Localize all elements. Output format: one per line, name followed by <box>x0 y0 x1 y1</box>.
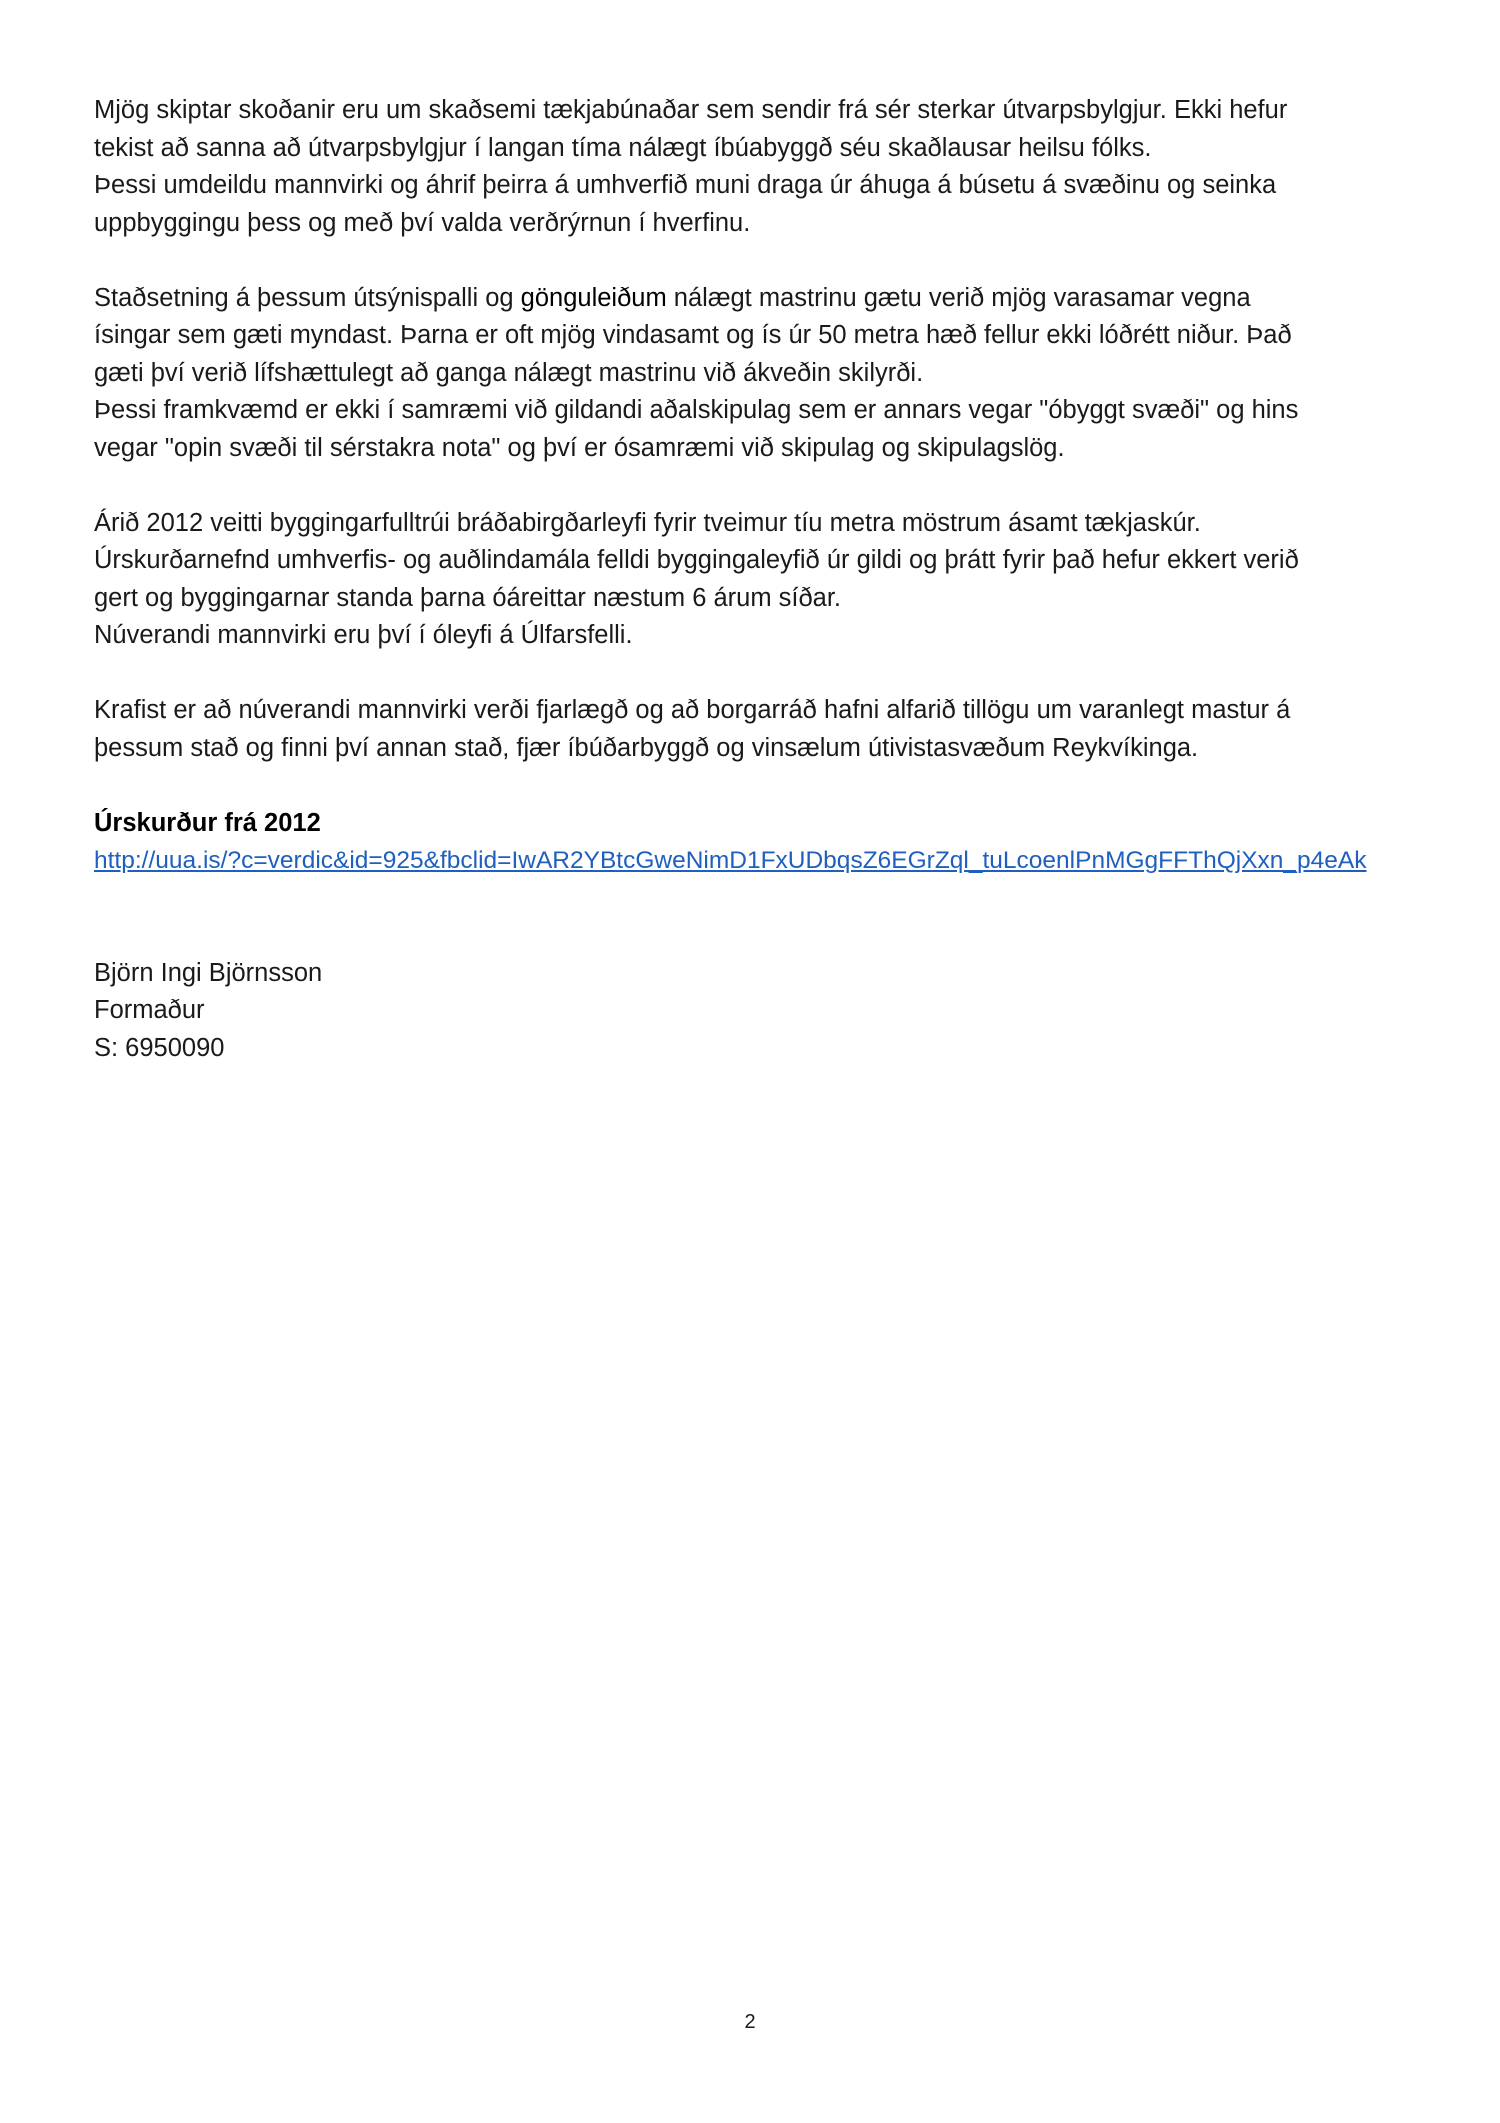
text-fragment: nálægt mastrinu gætu verið mjög varasamar vegna <box>666 283 1251 312</box>
text-line: ísingar sem gæti myndast. Þarna er oft mjög vindasamt og ís úr 50 metra hæð fellur ekki lóðrétt niður. Það <box>94 321 1292 349</box>
text-line: tekist að sanna að útvarpsbylgjur í langan tíma nálægt íbúabyggð séu skaðlausar heilsu fólks. <box>94 133 1152 162</box>
paragraph-location-safety <box>94 280 1424 468</box>
ruling-link[interactable]: http://uua.is/?c=verdic&id=925&fbclid=IwAR2YBtcGweNimD1FxUDbqsZ6EGrZql_tuLcoenlPnMGgFFThQjXxn_p4eAk <box>94 847 1367 874</box>
text-line: Þessi umdeildu mannvirki og áhrif þeirra á umhverfið muni draga úr áhuga á búsetu á svæðinu og seinka <box>94 171 1277 199</box>
paragraph-demand <box>94 692 1424 767</box>
reference-heading: Úrskurður frá 2012 <box>94 808 321 837</box>
paragraph-radio-waves <box>94 92 1424 242</box>
text-fragment: Staðsetning á þessum útsýnispalli og <box>94 283 521 312</box>
text-line <box>94 280 1424 318</box>
paragraph-permit-history <box>94 505 1424 655</box>
text-line: vegar "opin svæði til sérstakra nota" og því er ósamræmi við skipulag og skipulagslög. <box>94 433 1065 462</box>
emphasized-text: gönguleiðum <box>520 283 667 312</box>
text-line: uppbyggingu þess og með því valda verðrýrnun í hverfinu. <box>94 208 751 237</box>
text-line: gæti því verið lífshættulegt að ganga nálægt mastrinu við ákveðin skilyrði. <box>94 358 924 387</box>
reference-block <box>94 805 1424 880</box>
text-line: Krafist er að núverandi mannvirki verði fjarlægð og að borgarráð hafni alfarið tillögu um varanlegt mastur á <box>94 696 1291 724</box>
document-body <box>94 92 1424 1067</box>
page-number: 2 <box>744 2011 756 2033</box>
signatory-title: Formaður <box>94 996 205 1024</box>
signatory-phone: S: 6950090 <box>94 1033 225 1062</box>
text-line: Úrskurðarnefnd umhverfis- og auðlindamála felldi byggingaleyfið úr gildi og þrátt fyrir það hefur ekkert verið <box>94 546 1299 574</box>
text-line: Árið 2012 veitti byggingarfulltrúi bráðabirgðarleyfi fyrir tveimur tíu metra möstrum ásamt tækjaskúr. <box>94 508 1201 537</box>
text-line: Núverandi mannvirki eru því í óleyfi á Úlfarsfelli. <box>94 621 633 649</box>
signatory-name: Björn Ingi Björnsson <box>94 958 323 987</box>
text-line: gert og byggingarnar standa þarna óáreittar næstum 6 árum síðar. <box>94 583 842 612</box>
text-line: þessum stað og finni því annan stað, fjær íbúðarbyggð og vinsælum útivistasvæðum Reykvíkinga. <box>94 733 1199 762</box>
text-line: Mjög skiptar skoðanir eru um skaðsemi tækjabúnaðar sem sendir frá sér sterkar útvarpsbylgjur. Ekki hefur <box>94 96 1288 124</box>
signature-block <box>94 955 1424 1068</box>
text-line: Þessi framkvæmd er ekki í samræmi við gildandi aðalskipulag sem er annars vegar "óbyggt svæði" og hins <box>94 396 1299 424</box>
